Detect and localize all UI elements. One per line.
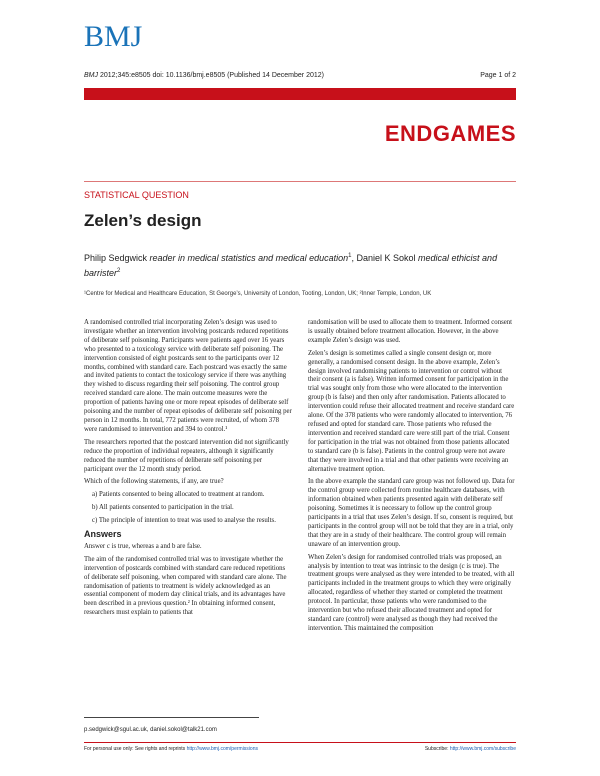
answers-heading: Answers — [84, 529, 122, 540]
section-title: ENDGAMES — [384, 121, 516, 146]
footer-rights-text: For personal use only: See rights and reprints — [84, 746, 187, 752]
footer-subscribe-text: Subscribe: — [424, 746, 450, 752]
footnote-divider — [84, 717, 259, 718]
answer-summary: Answer c is true, whereas a and b are false. — [84, 542, 202, 550]
permissions-link[interactable]: http://www.bmj.com/permissions — [186, 746, 258, 752]
correspondence-emails: p.sedgwick@sgul.ac.uk, daniel.sokol@talk21.com — [84, 727, 217, 733]
paragraph: In the above example the standard care group was not followed up. Data for the control group were collected from routine healthcare databases, with information obtained when patients presented again with deliberate self poisoning. Sometimes it is necessary to follow up the control group participants in a trial that uses Zelen’s design. If so, consent is required, but participants in the control group will not be told that they are in a trial, only that they are in a study of their healthcare. The control group will remain unaware of an intervention group. — [308, 478, 515, 548]
paragraph: A randomised controlled trial incorporating Zelen’s design was used to investigate whether an intervention involving postcards reduced repetitions of deliberate self poisoning. Participants were patients aged over 16 years who presented to a toxicology service with deliberate self poisoning. The intervention consisted of eight postcards sent to the participants over 12 months, combined with standard care. Each postcard was exactly the same and invited patients to contact the toxicology service if there was anything they wished to discuss regarding their self poisoning. The control group received standard care alone. The main outcome measures were the proportion of patients having one or more repeat episodes of deliberate self poisoning and the number of repeat episodes of deliberate self poisoning per person in 12 months. In total, 772 patients were recruited, of whom 378 were randomised to intervention and 394 to control.¹ — [84, 319, 292, 433]
author-line — [84, 250, 516, 280]
article-title: Zelen’s design — [84, 211, 202, 230]
paragraph: When Zelen’s design for randomised controlled trials was proposed, an analysis by intention to treat was intrinsic to the design (c is true). The treatment groups were analysed as they were intended to be treated, with all participants included in the treatment groups to which they were originally allocated, regardless of whether they started or completed the treatment protocol. In particular, those patients who were randomised to the intervention but who refused their allocated treatment and opted for standard care (control) were analysed as though they had received the intervention. This maintained the composition — [308, 553, 515, 632]
citation-details: 2012;345:e8505 doi: 10.1136/bmj.e8505 (Published 14 December 2012) — [98, 72, 324, 79]
citation-line — [84, 72, 324, 79]
author1-affil-mark: 1 — [348, 253, 352, 259]
footer-subscribe — [425, 746, 516, 752]
affiliations: ¹Centre for Medical and Healthcare Education, St George’s, University of London, Tooting, London, UK; ²Inner Temple, London, UK — [84, 291, 432, 297]
author2-affil-mark: 2 — [117, 268, 121, 274]
citation-journal: BMJ — [84, 72, 98, 79]
paragraph: The researchers reported that the postcard intervention did not significantly reduce the proportion of individual repeaters, although it significantly reduced the number of repetitions of deliberate self poisoning per participant over the 12 month study period. — [84, 438, 289, 473]
article-type-label: STATISTICAL QUESTION — [84, 190, 189, 200]
option-a: a) Patients consented to being allocated to treatment at random. — [92, 491, 265, 499]
section-divider — [84, 181, 516, 182]
subscribe-link[interactable]: http://www.bmj.com/subscribe — [449, 746, 516, 752]
bmj-logo: BMJ — [84, 20, 143, 53]
header-red-bar — [84, 88, 516, 100]
question-prompt: Which of the following statements, if any, are true? — [84, 478, 224, 486]
paragraph: The aim of the randomised controlled trial was to investigate whether the intervention of postcards combined with standard care reduced repetitions of deliberate self poisoning, when compared with standard care alone. The randomisation of patients to treatment is widely acknowledged as an essential component of modern day clinical trials, and its advantages have been described in a previous question.² In obtaining informed consent, researchers must explain to patients that — [84, 555, 287, 617]
author2-name: , Daniel K Sokol — [351, 253, 419, 263]
footer-rights — [84, 746, 258, 752]
author1-name: Philip Sedgwick — [84, 253, 150, 263]
author2-role: medical ethicist and barrister — [84, 253, 498, 278]
body-column-right — [308, 319, 516, 638]
paragraph: Zelen’s design is sometimes called a single consent design or, more generally, a randomised consent design. In the above example, Zelen’s design involved randomising patients to intervention or control without their consent (a is false). Written informed consent for participation in the trial was sought only from those who were allocated to the intervention group (b is false) and then only after randomisation. Patients allocated to intervention could refuse their allocated treatment and receive standard care alone. Of the 378 patients who were randomly allocated to intervention, 76 refused and opted for standard care. Those patients who refused the intervention and received standard care were still part of the trial. Consent for participation in the trial was not obtained from those patients allocated to standard care (b is false). Patients in the control group were not aware that they were involved in a trial and that other patients were receiving an alternative treatment option. — [308, 349, 515, 473]
option-c: c) The principle of intention to treat was used to analyse the results. — [92, 517, 276, 525]
paragraph: randomisation will be used to allocate them to treatment. Informed consent is usually obtained before treatment allocation. However, in the above example Zelen’s design was used. — [308, 319, 513, 344]
page-number: Page 1 of 2 — [480, 72, 516, 79]
option-b: b) All patients consented to participation in the trial. — [92, 504, 234, 512]
footer-divider — [84, 742, 516, 743]
body-column-left — [84, 319, 292, 622]
author1-role: reader in medical statistics and medical education — [149, 253, 349, 263]
